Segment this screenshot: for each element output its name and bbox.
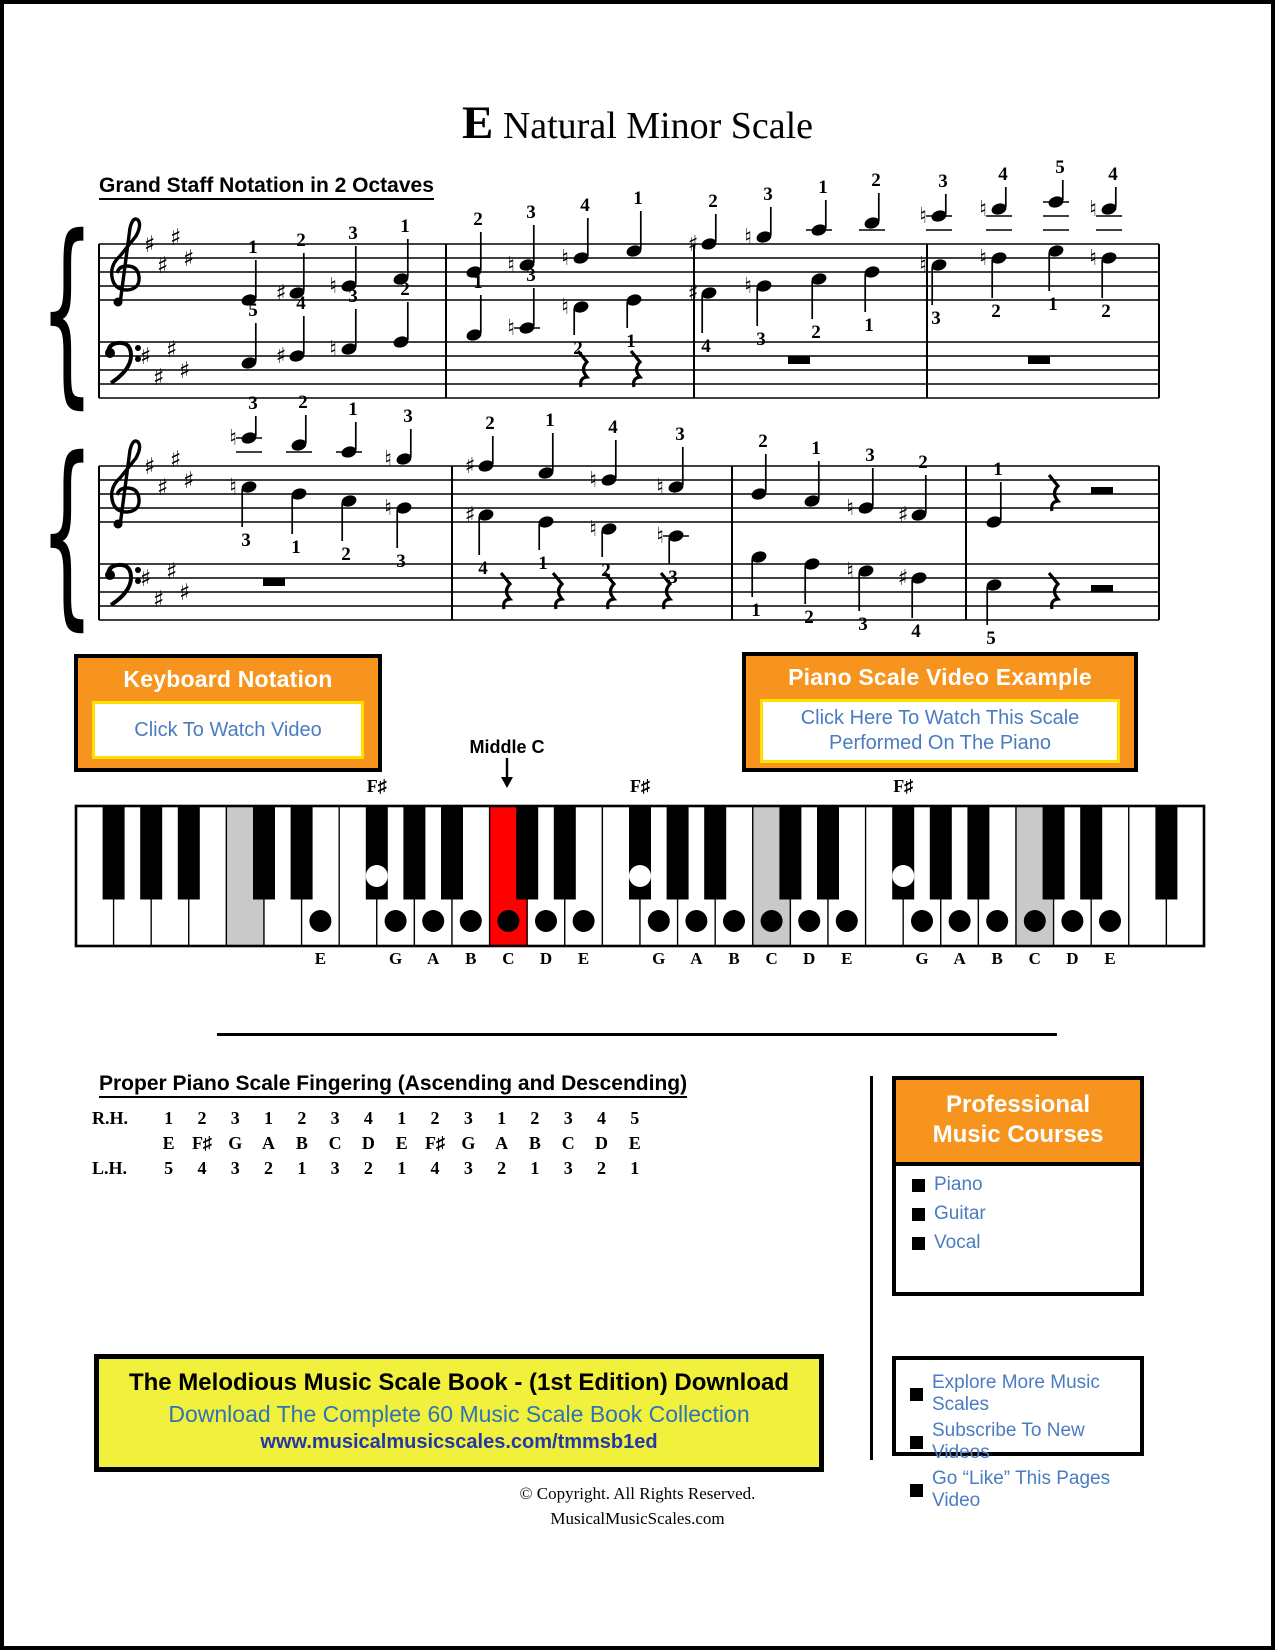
treble-clef-icon	[112, 219, 140, 307]
keyboard-notation-box	[74, 654, 382, 772]
natural-accidental: ♮	[229, 426, 237, 451]
fingering-cell: 1	[530, 1158, 540, 1178]
fingering-cell: 1	[297, 1158, 307, 1178]
fingering-number: 3	[348, 223, 358, 244]
natural-accidental: ♮	[979, 197, 987, 222]
fingering-number: 3	[858, 614, 868, 635]
key-letter-label: A	[953, 949, 966, 968]
fingering-number: 4	[478, 558, 488, 579]
fingering-cell: 2	[197, 1108, 207, 1128]
fingering-number: 2	[991, 301, 1001, 322]
key-letter-label: G	[388, 949, 403, 968]
key-letter-label: B	[728, 949, 740, 968]
fingering-cell: D	[595, 1133, 608, 1153]
black-key	[705, 806, 726, 899]
fingering-number: 1	[818, 177, 828, 198]
natural-accidental: ♮	[329, 274, 337, 299]
fingering-cell: 1	[264, 1108, 274, 1128]
black-key	[968, 806, 989, 899]
title-key-letter: E	[461, 97, 494, 149]
natural-accidental: ♮	[1089, 197, 1097, 222]
fingering-cell: 3	[330, 1158, 340, 1178]
fingering-cell: 4	[597, 1108, 606, 1128]
piano-keyboard-diagram	[4, 804, 1271, 969]
fingering-number: 4	[1108, 164, 1118, 185]
fingering-cell: F♯	[425, 1133, 446, 1153]
fingering-cell: G	[461, 1133, 476, 1153]
staff-system-1	[40, 157, 1159, 427]
list-item-text[interactable]: Guitar	[934, 1203, 986, 1224]
key-signature-sharp: ♯	[183, 246, 195, 272]
black-key	[930, 806, 951, 899]
key-signature-sharp: ♯	[153, 587, 165, 613]
bass-clef-icon	[105, 343, 141, 383]
fingering-number: 2	[811, 322, 821, 343]
fingering-section-heading: Proper Piano Scale Fingering (Ascending and Descending)	[99, 1072, 687, 1098]
rh-finger-row	[92, 1106, 672, 1131]
key-letter-label: B	[465, 949, 477, 968]
fingering-number: 2	[871, 170, 881, 191]
promo-title: The Melodious Music Scale Book - (1st Edition) Download	[128, 1369, 790, 1396]
fingering-number: 3	[931, 308, 941, 329]
fingering-number: 1	[538, 553, 548, 574]
fingering-cell: 5	[630, 1108, 640, 1128]
middle-c-arrow-icon	[497, 757, 517, 789]
fingering-cell: 2	[597, 1158, 606, 1178]
fingering-number: 3	[241, 530, 251, 551]
staff-section-heading: Grand Staff Notation in 2 Octaves	[99, 174, 434, 200]
key-letter-label: E	[1104, 949, 1116, 968]
list-item[interactable]	[912, 1174, 1140, 1196]
natural-accidental: ♮	[744, 274, 752, 299]
fingering-number: 3	[668, 567, 678, 588]
fingering-number: 2	[485, 413, 495, 434]
key-letter-label: D	[803, 949, 816, 968]
fingering-number: 3	[526, 265, 536, 286]
scale-note-dot	[460, 910, 482, 932]
key-signature-sharp: ♯	[153, 365, 165, 391]
title-text: Natural Minor Scale	[493, 105, 814, 147]
fingering-number: 2	[601, 560, 611, 581]
sharp-accidental: ♯	[897, 566, 909, 591]
key-signature-sharp: ♯	[157, 475, 169, 501]
key-signature-sharp: ♯	[179, 580, 191, 606]
scale-note-dot	[911, 910, 933, 932]
natural-accidental: ♮	[561, 246, 569, 271]
fingering-cell: 2	[297, 1108, 307, 1128]
copyright-line: © Copyright. All Rights Reserved.	[519, 1484, 756, 1503]
fingering-number: 2	[708, 191, 718, 212]
black-key	[404, 806, 425, 899]
fingering-number: 2	[918, 452, 928, 473]
fingering-number: 2	[758, 431, 768, 452]
fingering-cell: 1	[497, 1108, 507, 1128]
natural-accidental: ♮	[979, 246, 987, 271]
natural-accidental: ♮	[561, 295, 569, 320]
scale-note-dot	[798, 910, 820, 932]
fingering-number: 1	[545, 410, 555, 431]
fingering-cell: 2	[430, 1108, 440, 1128]
scale-note-dot	[761, 910, 783, 932]
black-key	[178, 806, 199, 899]
key-letter-label: A	[427, 949, 440, 968]
black-key	[1043, 806, 1064, 899]
watch-video-link-text[interactable]: Click To Watch Video	[134, 718, 322, 741]
natural-accidental: ♮	[329, 337, 337, 362]
fingering-number: 1	[811, 438, 821, 459]
whole-rest	[1028, 356, 1050, 364]
list-item-text[interactable]: Go “Like” This Pages Video	[932, 1468, 1111, 1511]
system-brace: {	[39, 193, 94, 427]
fingering-cell: 2	[530, 1108, 540, 1128]
scale-note-dot	[1061, 910, 1083, 932]
fingering-number: 2	[400, 279, 410, 300]
natural-accidental: ♮	[1089, 246, 1097, 271]
fingering-number: 4	[998, 164, 1008, 185]
scale-note-dot	[723, 910, 745, 932]
half-rest	[1091, 585, 1113, 592]
fingering-number: 4	[911, 621, 921, 642]
scale-note-dot	[836, 910, 858, 932]
scale-note-dot	[1024, 910, 1046, 932]
fingering-cell: B	[295, 1133, 308, 1153]
fingering-cell: 3	[230, 1108, 240, 1128]
key-letter-label: A	[690, 949, 703, 968]
list-item[interactable]	[910, 1372, 1140, 1416]
fsharp-scale-dot	[629, 865, 651, 887]
key-signature-sharp: ♯	[179, 358, 191, 384]
fingering-number: 3	[763, 184, 773, 205]
fingering-number: 2	[573, 338, 583, 359]
fingering-number: 2	[473, 209, 483, 230]
fingering-number: 1	[248, 237, 258, 258]
more-links-box	[892, 1356, 1144, 1511]
fingering-number: 1	[1048, 294, 1058, 315]
fingering-cell: 3	[463, 1158, 473, 1178]
square-bullet-icon	[910, 1388, 923, 1401]
key-signature-sharp: ♯	[166, 559, 178, 585]
list-item[interactable]	[912, 1232, 1140, 1254]
watch-scale-video-line1[interactable]: Click Here To Watch This Scale	[800, 707, 1080, 729]
row-label: L.H.	[92, 1158, 128, 1178]
key-letter-label: C	[502, 949, 515, 968]
fingering-number: 4	[608, 417, 618, 438]
key-letter-label: C	[1028, 949, 1041, 968]
key-letter-label: G	[652, 949, 666, 968]
sharp-accidental: ♯	[464, 503, 476, 528]
key-letter-label: B	[991, 949, 1003, 968]
key-letter-label: E	[577, 949, 590, 968]
natural-accidental: ♮	[507, 253, 515, 278]
square-bullet-icon	[912, 1208, 925, 1221]
scale-note-dot	[648, 910, 670, 932]
fingering-number: 3	[396, 551, 406, 572]
scale-note-dot	[986, 910, 1008, 932]
fingering-cell: E	[395, 1133, 408, 1153]
key-signature-sharp: ♯	[140, 566, 152, 592]
natural-accidental: ♮	[846, 496, 854, 521]
whole-rest	[263, 578, 285, 586]
fingering-number: 5	[1055, 157, 1065, 178]
fingering-cell: 5	[164, 1158, 174, 1178]
fsharp-key-label: F♯	[630, 776, 650, 796]
fsharp-scale-dot	[366, 865, 388, 887]
fingering-cell: A	[495, 1133, 509, 1153]
site-name: MusicalMusicScales.com	[550, 1508, 725, 1528]
scale-note-dot	[535, 910, 557, 932]
fsharp-key-label: F♯	[366, 776, 387, 796]
key-signature-sharp: ♯	[170, 225, 182, 251]
middle-c-label: Middle C	[469, 737, 545, 757]
fingering-cell: 1	[397, 1108, 407, 1128]
fingering-number: 1	[348, 399, 358, 420]
piano-scale-video-box	[742, 652, 1138, 772]
lh-finger-row	[92, 1156, 672, 1181]
sharp-accidental: ♯	[897, 503, 909, 528]
fsharp-key-label: F♯	[893, 776, 914, 796]
fingering-number: 2	[804, 607, 814, 628]
fsharp-scale-dot	[892, 865, 914, 887]
grand-staff-notation	[4, 4, 1271, 664]
courses-box-title	[896, 1080, 1140, 1166]
fingering-cell: 1	[164, 1108, 174, 1128]
natural-accidental: ♮	[656, 475, 664, 500]
footer	[4, 1482, 1271, 1531]
black-key	[103, 806, 124, 899]
fingering-cell: C	[328, 1133, 342, 1153]
list-item-text[interactable]: Vocal	[934, 1232, 981, 1253]
watch-scale-video-link[interactable]	[760, 699, 1120, 763]
scale-note-dot	[949, 910, 971, 932]
fingering-cell: 3	[563, 1108, 573, 1128]
whole-rest	[788, 356, 810, 364]
courses-title-line1: Professional	[945, 1091, 1091, 1118]
fingering-cell: 1	[397, 1158, 407, 1178]
fingering-number: 3	[938, 171, 948, 192]
natural-accidental: ♮	[384, 496, 392, 521]
fingering-cell: E	[162, 1133, 175, 1153]
black-key	[442, 806, 463, 899]
black-key	[517, 806, 538, 899]
fingering-cell: B	[528, 1133, 541, 1153]
keyboard-notation-title: Keyboard Notation	[123, 666, 333, 692]
key-signature-sharp: ♯	[140, 344, 152, 370]
sharp-accidental: ♯	[464, 454, 476, 479]
natural-accidental: ♮	[507, 316, 515, 341]
natural-accidental: ♮	[846, 559, 854, 584]
key-signature-sharp: ♯	[170, 447, 182, 473]
fingering-number: 1	[751, 600, 761, 621]
black-key	[141, 806, 162, 899]
key-letter-label: D	[1066, 949, 1079, 968]
fingering-number: 1	[993, 459, 1003, 480]
key-letter-label: E	[314, 949, 327, 968]
black-key	[780, 806, 801, 899]
system-brace: {	[39, 415, 94, 649]
black-key	[291, 806, 312, 899]
fingering-number: 5	[986, 628, 996, 649]
fingering-cell: F♯	[191, 1133, 212, 1153]
fingering-number: 3	[756, 329, 766, 350]
note-name-row	[92, 1131, 672, 1156]
fingering-number: 2	[341, 544, 351, 565]
courses-list	[896, 1174, 1140, 1254]
list-item-text[interactable]: Explore More Music Scales	[932, 1372, 1100, 1415]
fingering-number: 3	[865, 445, 875, 466]
fingering-number: 1	[864, 315, 874, 336]
fingering-number: 4	[296, 293, 306, 314]
natural-accidental: ♮	[919, 204, 927, 229]
scale-note-dot	[1099, 910, 1121, 932]
list-item-text[interactable]: Piano	[934, 1174, 983, 1195]
fingering-cell: 3	[330, 1108, 340, 1128]
key-letter-label: G	[915, 949, 929, 968]
fingering-number: 3	[675, 424, 685, 445]
black-key	[254, 806, 275, 899]
row-label: R.H.	[92, 1108, 128, 1128]
fingering-number: 1	[626, 331, 636, 352]
black-key	[1156, 806, 1177, 899]
fingering-cell: D	[361, 1133, 375, 1153]
key-signature-sharp: ♯	[144, 454, 156, 480]
natural-accidental: ♮	[919, 253, 927, 278]
half-rest	[1091, 487, 1113, 494]
square-bullet-icon	[912, 1237, 925, 1250]
fingering-number: 3	[403, 406, 413, 427]
list-item-text[interactable]: Subscribe To New Videos	[932, 1420, 1085, 1463]
scale-note-dot	[685, 910, 707, 932]
fingering-cell: 3	[463, 1108, 473, 1128]
key-signature-sharp: ♯	[157, 253, 169, 279]
fingering-cell: 3	[230, 1158, 240, 1178]
square-bullet-icon	[912, 1179, 925, 1192]
key-letter-label: E	[841, 949, 853, 968]
natural-accidental: ♮	[229, 475, 237, 500]
natural-accidental: ♮	[384, 447, 392, 472]
staff-system-2	[40, 392, 1159, 649]
fingering-number: 2	[1101, 301, 1111, 322]
black-key	[554, 806, 575, 899]
natural-accidental: ♮	[589, 517, 597, 542]
natural-accidental: ♮	[589, 468, 597, 493]
fingering-number: 3	[526, 202, 536, 223]
fingering-cell: 2	[363, 1158, 373, 1178]
fingering-number: 3	[348, 286, 358, 307]
promo-url[interactable]: www.musicalmusicscales.com/tmmsb1ed	[260, 1431, 658, 1453]
fingering-number: 1	[633, 188, 643, 209]
natural-accidental: ♮	[656, 524, 664, 549]
key-letter-label: C	[765, 949, 778, 968]
fingering-number: 2	[298, 392, 308, 413]
watch-scale-video-line2[interactable]: Performed On The Piano	[829, 732, 1051, 754]
scale-note-dot	[309, 910, 331, 932]
fingering-number: 4	[701, 336, 711, 357]
black-key	[667, 806, 688, 899]
key-signature-sharp: ♯	[166, 337, 178, 363]
sharp-accidental: ♯	[687, 281, 699, 306]
black-key	[818, 806, 839, 899]
fingering-cell: 4	[363, 1108, 373, 1128]
fingering-cell: C	[561, 1133, 575, 1153]
scale-note-dot	[497, 910, 519, 932]
fingering-cell: 1	[630, 1158, 640, 1178]
fingering-cell: A	[262, 1133, 276, 1153]
piano-scale-video-title: Piano Scale Video Example	[788, 664, 1092, 690]
fingering-number: 5	[248, 300, 258, 321]
courses-title-line2: Music Courses	[932, 1121, 1104, 1148]
key-signature-sharp: ♯	[183, 468, 195, 494]
fingering-number: 1	[473, 272, 483, 293]
fingering-cell: 2	[497, 1158, 507, 1178]
list-item[interactable]	[910, 1420, 1140, 1464]
fingering-cell: 4	[430, 1158, 440, 1178]
fingering-cell: G	[228, 1133, 243, 1153]
fingering-cell: E	[628, 1133, 641, 1153]
natural-accidental: ♮	[744, 225, 752, 250]
treble-clef-icon	[112, 441, 140, 529]
sharp-accidental: ♯	[687, 232, 699, 257]
fingering-cell: 3	[563, 1158, 573, 1178]
key-signature-sharp: ♯	[144, 232, 156, 258]
keyboard-underline	[217, 1033, 1057, 1036]
square-bullet-icon	[910, 1436, 923, 1449]
key-letter-label: D	[539, 949, 553, 968]
fingering-number: 3	[248, 393, 258, 414]
fingering-number: 2	[296, 230, 306, 251]
fingering-table	[92, 1106, 672, 1181]
fingering-number: 4	[580, 195, 590, 216]
scale-book-promo-box	[94, 1354, 824, 1472]
watch-video-link[interactable]	[92, 701, 364, 759]
courses-box	[892, 1076, 1144, 1296]
sharp-accidental: ♯	[275, 281, 287, 306]
black-key	[1081, 806, 1102, 899]
promo-subtitle[interactable]: Download The Complete 60 Music Scale Book Collection	[168, 1401, 750, 1427]
sharp-accidental: ♯	[275, 344, 287, 369]
fingering-cell: 2	[264, 1158, 274, 1178]
vertical-divider	[870, 1076, 873, 1460]
list-item[interactable]	[912, 1203, 1140, 1225]
fingering-number: 1	[400, 216, 410, 237]
scale-note-dot	[573, 910, 595, 932]
fingering-cell: 4	[197, 1158, 207, 1178]
scale-note-dot	[385, 910, 407, 932]
bass-clef-icon	[105, 565, 141, 605]
fingering-number: 1	[291, 537, 301, 558]
scale-note-dot	[422, 910, 444, 932]
